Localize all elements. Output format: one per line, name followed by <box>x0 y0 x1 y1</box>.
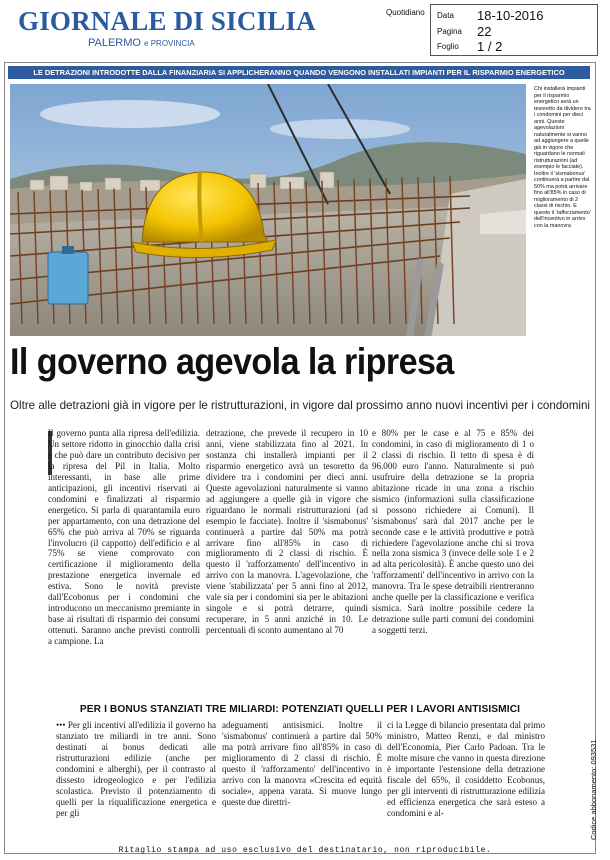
meta-value: 18-10-2016 <box>477 8 544 23</box>
body-text: ••• Per gli incentivi all'edilizia il governo ha stanziato tre miliardi in tre anni. Sono destinati ai bonus dedicati alle ristrutturazioni edilizie (anche per condomini e alberghi), per il contrasto al dissesto idrogeologico e per l'edilizia scolastica. Previsto il potenziamento di quelli per la riqualificazione energetica e per gli <box>56 720 216 818</box>
headline: Il governo agevola la ripresa <box>10 341 454 382</box>
meta-label: Data <box>437 11 454 20</box>
kicker-banner: LE DETRAZIONI INTRODOTTE DALLA FINANZIARIA SI APPLICHERANNO QUANDO VENGONO INSTALLATI IMPIANTI PER IL RISPARMIO ENERGETICO <box>8 66 590 79</box>
meta-label: Foglio <box>437 42 459 51</box>
periodicity: Quotidiano <box>386 8 425 17</box>
edition-line <box>88 37 248 49</box>
clipping-disclaimer: Ritaglio stampa ad uso esclusivo del destinatario, non riproducibile. <box>118 846 492 855</box>
clipping-meta-box <box>430 4 598 56</box>
newspaper-name: GIORNALE DI SICILIA <box>18 6 316 36</box>
meta-value: 22 <box>477 24 492 39</box>
sidebar-column-1 <box>56 720 216 848</box>
meta-value: 1 / 2 <box>477 39 503 54</box>
masthead <box>18 6 316 54</box>
body-text: ci la Legge di bilancio presentata dal primo ministro, Matteo Renzi, e dal ministro dell'Economia, Pier Carlo Padoan. Tra le molte misure che vanno in questa direzione è importante l'estensione della detrazione fiscale del 65%, il cosiddetto Ecobonus, per gli interventi di ristrutturazione edilizia ed efficienza energetica che sarà esteso a condomini e al- <box>387 720 545 818</box>
sidebar-column-3 <box>387 720 545 848</box>
body-column-1 <box>38 428 200 694</box>
body-text: detrazione, che prevede il recupero in 10 anni, viene stabilizzata fino al 2021. In sostanza chi installerà impianti per il risparmio energetico avrà un tesoretto da dividere tra i condomini per dieci anni. Queste agevolazioni naturalmente si vanno ad aggiungere a quelle già in vigore che riguardano le normali ristrutturazioni (ad esempio le facciate). Inoltre il 'sismabonus' continuerà a partire dal 50% ma potrà arrivare fino all'85% in caso di miglioramento di 2 classi di rischio. È questo il 'rafforzamento' dell'incentivo in arrivo con la manovra. L'agevolazione, che viene 'stabilizzata' per 5 anni fino al 2012, vale sia per i condomini sia per le abitazioni singole e si potrà detrarre, quindi recuperare, in 5 anni anziché in 10. Le percentuali di sconto aumentano al 70 <box>206 428 368 636</box>
body-column-3 <box>372 428 534 694</box>
edition-city: PALERMO <box>88 37 141 49</box>
subscription-code: Codice abbonamento: 093531 <box>589 739 598 840</box>
section-heading: PER I BONUS STANZIATI TRE MILIARDI: POTENZIATI QUELLI PER I LAVORI ANTISISMICI <box>79 704 521 715</box>
body-text: adeguamenti antisismici. Inoltre il 'sismabonus' continuerà a partire dal 50% ma potrà arrivare fino all'85% in caso di miglioramento di 2 classi di rischio. È questo il 'rafforzamento' dell'incentivo in arrivo con la manovra «Crescita ed equità sociale», appena varata. Si muove lungo queste due direttri- <box>222 720 382 807</box>
body-text: e 80% per le case e al 75 e 85% dei condomini, in caso di miglioramento di 1 o 2 classi di rischio. Il tetto di spesa è di 96.000 euro l'anno. Naturalmente si può usufruire della detrazione se la propria abitazione ricade in una zona a rischio sismico (informazioni sulla classificazione si possono richiedere ai Comuni). Il 'sismabonus' sarà dal 2017 anche per le seconde case e le attività produttive e potrà richiedere l'agevolazione anche chi si trova nella zona sismica 3 (invece delle sole 1 e 2 ad alta pericolosità). È anche questo uno dei 'rafforzamenti' dell'incentivo in arrivo con la manovra. Tra le spese detraibili rientreranno anche quelle per la classificazione e verifica sismica. Sarà inoltre possibile cedere la detrazione sulle parti comuni dei condomini a soggetti terzi. <box>372 428 534 636</box>
sidebar-column-2 <box>222 720 382 848</box>
edition-suffix: e PROVINCIA <box>144 39 195 48</box>
subheadline: Oltre alle detrazioni già in vigore per le ristrutturazioni, in vigore dal prossimo anno nuovi incentivi per i condomini <box>10 399 590 412</box>
construction-site-image <box>10 84 526 336</box>
body-text: Il governo punta alla ripresa dell'edilizia. Un settore ridotto in ginocchio dalla crisi e che può dare un contributo decisivo per la ripresa del Pil in Italia. Molto interessanti, in base alle prime anticipazioni, gli incentivi riservati ai condomini e finalizzati al risparmio energetico. Si parla di quarantamila euro per appartamento, con una detrazione del 65% che può arriva al 70% se riguarda l'involucro (il cappotto) dell'edificio e al 75% se viene comprovato con certificazione il miglioramento della prestazione energetica invernale ed estiva. Sono le novità previste dall'Ecobonus per i condomini che introducono un meccanismo premiante in base ai risultati di risparmio dei consumi ottenuti. Saranno anche previsti controlli a campione. La <box>48 428 200 647</box>
body-column-2 <box>206 428 368 694</box>
article-photo <box>10 84 526 336</box>
photo-caption: Chi installerà impianti per il risparmio energetico avrà un tesoretto da dividere tra i condomini per dieci anni. Queste agevolazioni naturalmente si vanno ad aggiungere a quelle già in vigore che riguardano le normali ristrutturazioni (ad esempio le facciate). Inoltre il 'sismabonus' continuerà a partire dal 50% ma potrà arrivare fino all'85% in caso di miglioramento di 2 classi di rischio. E questo il 'rafforzamento' dell'incentivo in arrivo con la manovra <box>534 86 591 229</box>
meta-label: Pagina <box>437 27 462 36</box>
